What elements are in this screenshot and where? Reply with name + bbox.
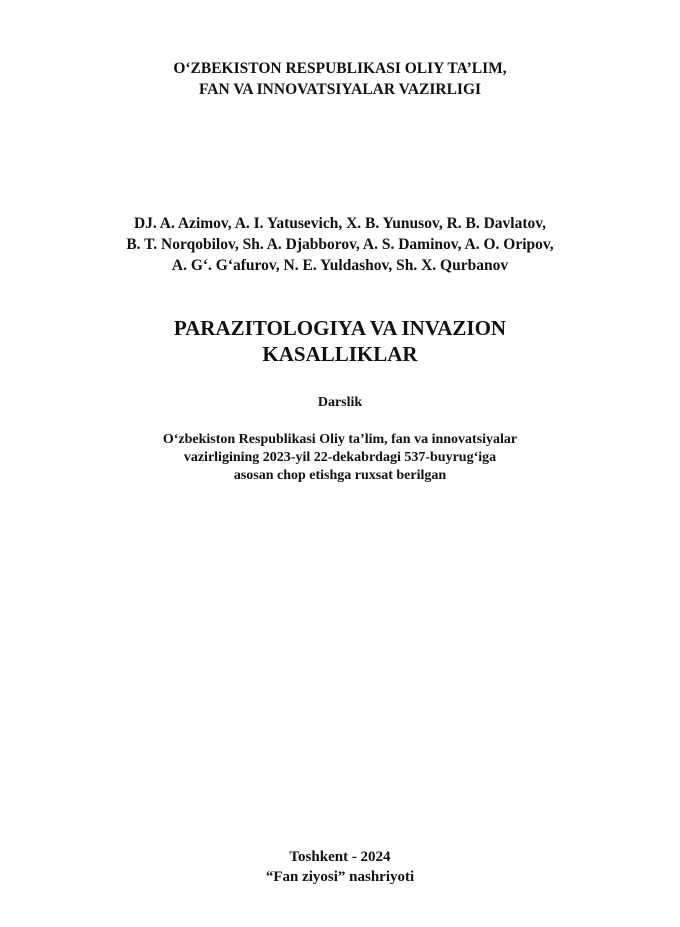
ministry-line: FAN VA INNOVATSIYALAR VAZIRLIGI: [198, 81, 482, 98]
book-title-line: KASALLIKLAR: [262, 342, 418, 366]
document-type: Darslik: [317, 395, 363, 410]
imprint: [0, 847, 680, 887]
city-year: Toshkent - 2024: [289, 849, 391, 865]
publisher: “Fan ziyosi” nashriyoti: [265, 869, 415, 885]
book-title-line: PARAZITOLOGIYA VA INVAZION: [173, 316, 507, 340]
authors-list: [0, 213, 680, 276]
authors-line: B. T. Norqobilov, Sh. A. Djabborov, A. S. Daminov, A. O. Oripov,: [126, 236, 554, 253]
approval-line: vazirligining 2023-yil 22-dekabrdagi 537-buyrug‘iga: [183, 450, 497, 465]
ministry-line: O‘ZBEKISTON RESPUBLIKASI OLIY TA’LIM,: [173, 60, 507, 77]
approval-line: asosan chop etishga ruxsat berilgan: [233, 468, 447, 483]
ministry-heading: [0, 58, 680, 100]
approval-line: O‘zbekiston Respublikasi Oliy ta’lim, fan va innovatsiyalar: [162, 432, 518, 447]
book-title: [0, 315, 680, 367]
authors-line: DJ. A. Azimov, A. I. Yatusevich, X. B. Yunusov, R. B. Davlatov,: [133, 215, 547, 232]
approval-statement: [0, 431, 680, 485]
authors-line: A. G‘. G‘afurov, N. E. Yuldashov, Sh. X. Qurbanov: [171, 257, 509, 274]
